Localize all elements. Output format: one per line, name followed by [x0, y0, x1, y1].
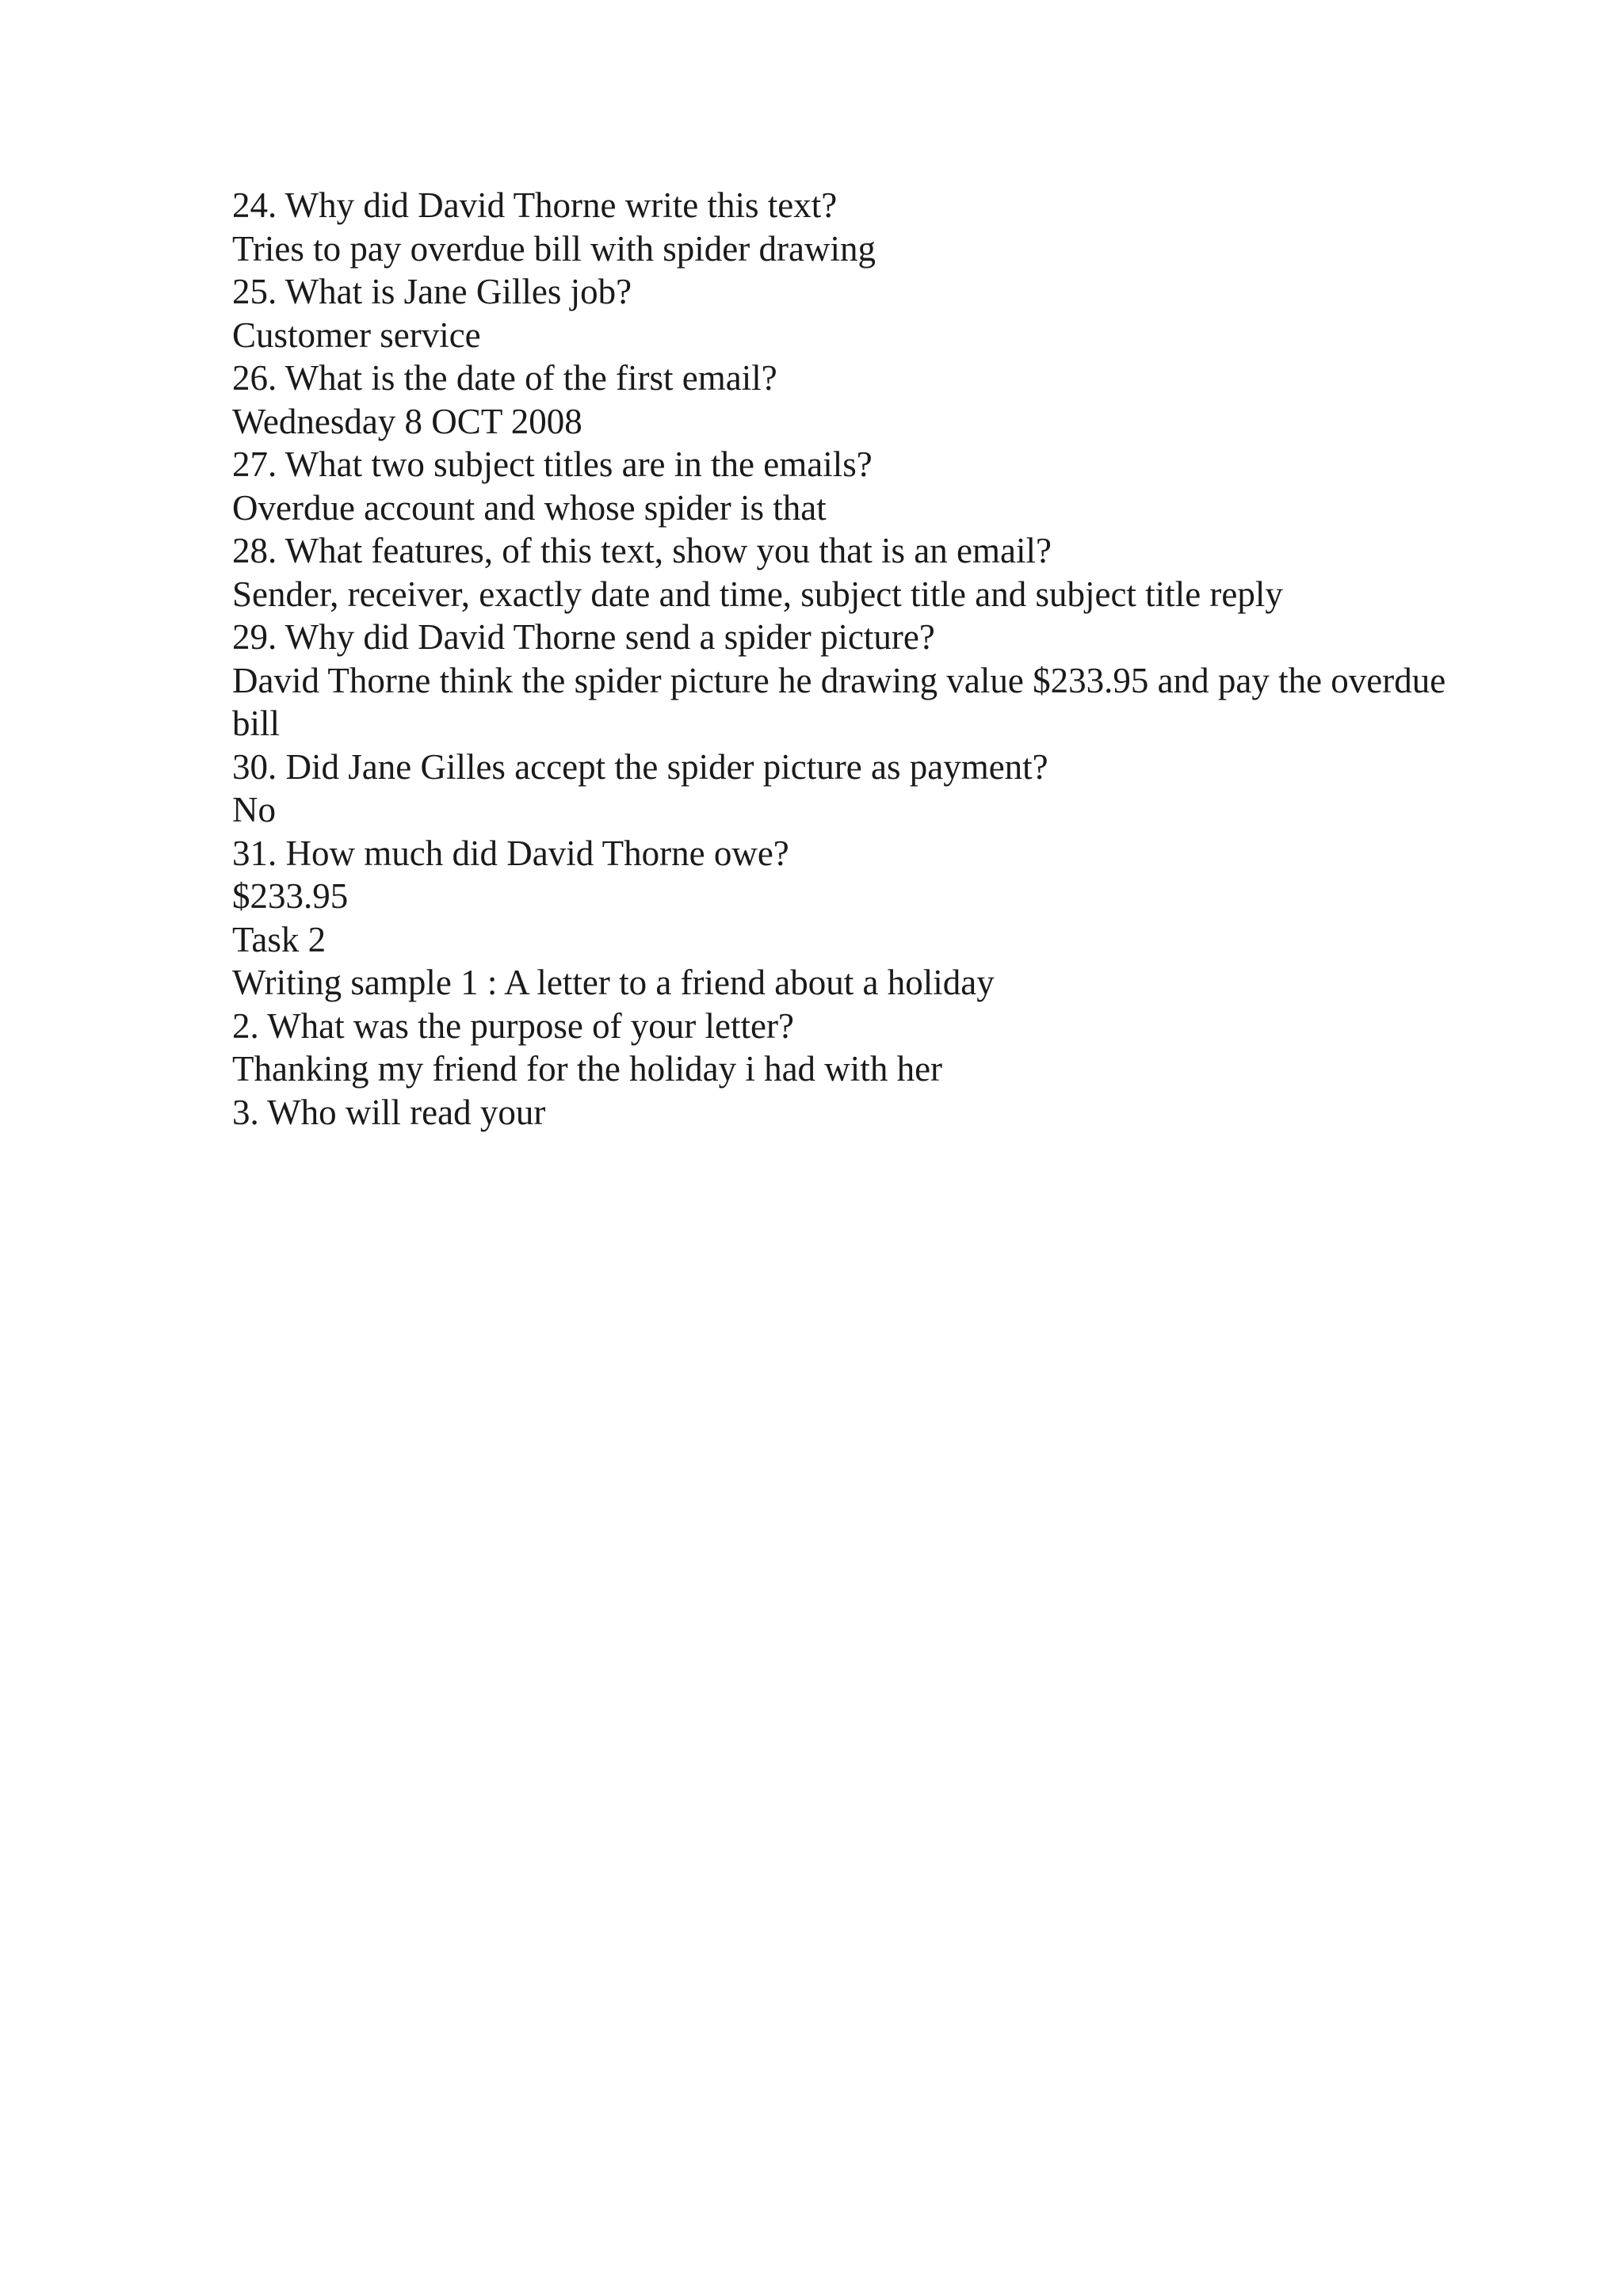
writing-sample-title: Writing sample 1 : A letter to a friend about a holiday	[232, 963, 995, 1002]
question-29: 29. Why did David Thorne send a spider picture?	[232, 617, 935, 657]
answer-28: Sender, receiver, exactly date and time, subject title and subject title reply	[232, 574, 1283, 614]
answer-31: $233.95	[232, 876, 349, 916]
answer-30: No	[232, 790, 276, 830]
question-27: 27. What two subject titles are in the emails?	[232, 444, 873, 484]
question-25: 25. What is Jane Gilles job?	[232, 272, 632, 311]
answer-27: Overdue account and whose spider is that	[232, 487, 827, 528]
question-31: 31. How much did David Thorne owe?	[232, 833, 789, 873]
answer-2: Thanking my friend for the holiday i had with her	[232, 1049, 943, 1089]
question-24: 24. Why did David Thorne write this text?	[232, 185, 838, 225]
question-26: 26. What is the date of the first email?	[232, 358, 777, 398]
question-28: 28. What features, of this text, show you that is an email?	[232, 531, 1052, 570]
answer-25: Customer service	[232, 315, 481, 355]
answer-29: David Thorne think the spider picture he drawing value $233.95 and pay the overdue bill	[232, 660, 1446, 743]
question-2: 2. What was the purpose of your letter?	[232, 1005, 794, 1046]
document-body	[232, 184, 1500, 1134]
answer-26: Wednesday 8 OCT 2008	[232, 401, 582, 441]
question-30: 30. Did Jane Gilles accept the spider picture as payment?	[232, 746, 1048, 787]
question-3: 3. Who will read your	[232, 1092, 546, 1132]
answer-24: Tries to pay overdue bill with spider drawing	[232, 228, 876, 269]
task-heading: Task 2	[232, 919, 327, 959]
